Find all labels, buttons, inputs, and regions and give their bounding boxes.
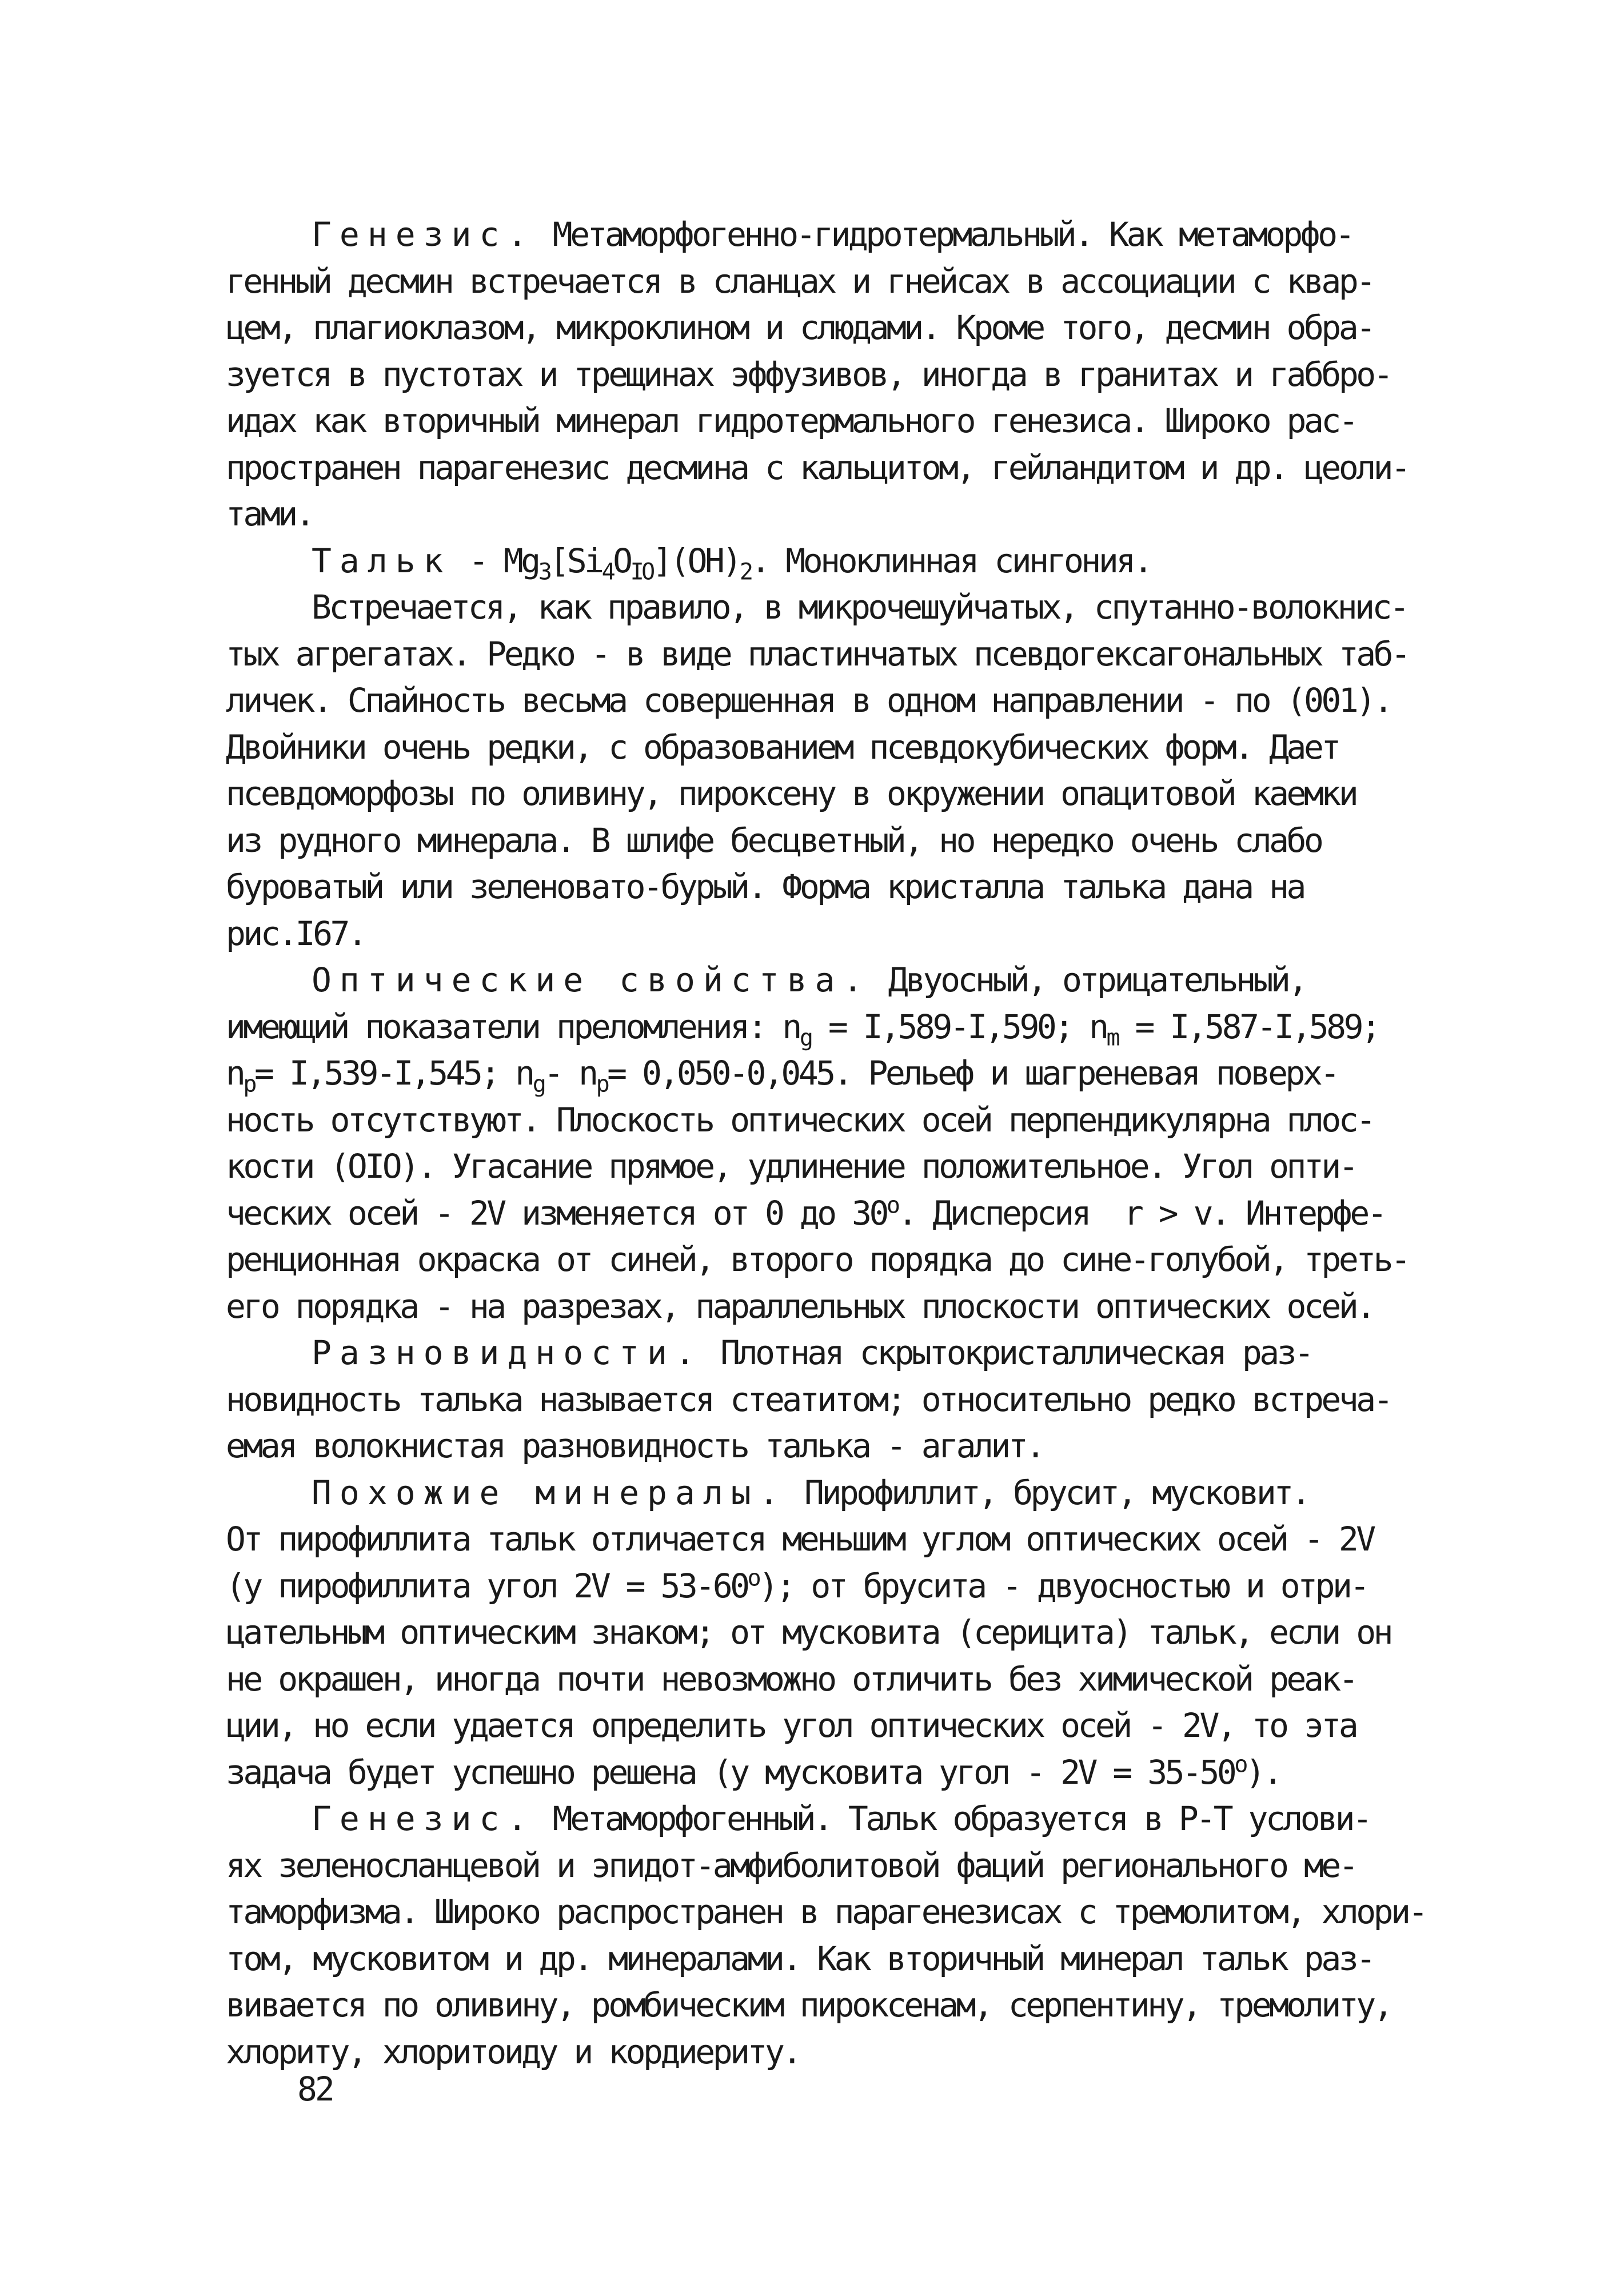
optics-line-6 <box>226 1190 1449 1237</box>
optics-line-3 <box>226 1050 1449 1097</box>
text-line: рис.I67. <box>226 914 365 953</box>
text-line: Двойники очень редки, с образованием псевдокубических форм. Дает <box>226 727 1339 767</box>
varieties-heading: Разновидности. <box>312 1333 703 1372</box>
text-part: . Дисперсия r > v. Интерфе- <box>897 1193 1385 1233</box>
text-part: - n <box>544 1054 596 1093</box>
text-line: псевдоморфозы по оливину, пироксену в окружении опацитовой каемки <box>226 774 1356 813</box>
formula-subscript: IO <box>630 559 653 585</box>
page-body <box>226 212 1449 2075</box>
text-line: генный десмин встречается в сланцах и гнейсах в ассоциации с квар- <box>226 261 1374 301</box>
text-part: имеющий показатели преломления: n <box>226 1007 800 1046</box>
text-line: хлориту, хлоритоиду и кордиериту. <box>226 2032 800 2071</box>
subscript: p <box>596 1071 608 1098</box>
text-part: = I,539-I,545; n <box>254 1054 533 1093</box>
text-line: личек. Спайность весьма совершенная в одном направлении - по (001). <box>226 681 1391 720</box>
text-part: ческих осей - 2V изменяется от 0 до 30 <box>226 1193 887 1233</box>
similar-line-7 <box>226 1749 1449 1796</box>
text-line: Плотная скрытокристаллическая раз- <box>703 1333 1312 1372</box>
dash: - <box>451 541 504 580</box>
degree-superscript: o <box>747 1565 759 1592</box>
text-part: = I,587-I,589; <box>1118 1007 1379 1046</box>
text-part: = I,589-I,590; n <box>811 1007 1107 1046</box>
text-line: буроватый или зеленовато-бурый. Форма кристалла талька дана на <box>226 867 1304 906</box>
mineral-name: Тальк <box>312 541 452 580</box>
formula-part: [Si <box>549 541 602 580</box>
text-line: ность отсутствуют. Плоскость оптических осей перпендикулярна плос- <box>226 1100 1374 1139</box>
genesis1-line-1 <box>226 212 1449 258</box>
subscript: g <box>799 1025 811 1051</box>
similar-line-1 <box>226 1470 1449 1517</box>
text-line: таморфизма. Широко распространен в парагенезисах с тремолитом, хлори- <box>226 1892 1426 1931</box>
subscript: m <box>1106 1025 1118 1051</box>
formula-part: Mg <box>503 541 538 580</box>
optics-line-1 <box>226 957 1449 1004</box>
text-part: задача будет успешно решена (у мусковита угол - 2V = 35-50 <box>226 1752 1235 1792</box>
text-part: (у пирофиллита угол 2V = 53-60 <box>226 1566 748 1605</box>
text-line: ренционная окраска от синей, второго порядка до сине-голубой, треть- <box>226 1240 1408 1279</box>
formula-subscript: 4 <box>601 559 613 585</box>
genesis2-heading: Генезис. <box>312 1799 536 1838</box>
optics-line-2 <box>226 1004 1449 1051</box>
text-line: новидность талька называется стеатитом; относительно редко встреча- <box>226 1380 1391 1419</box>
text-line: том, мусковитом и др. минералами. Как вторичный минерал тальк раз- <box>226 1939 1374 1978</box>
degree-superscript: o <box>1234 1751 1246 1778</box>
text-line: кости (OIO). Угасание прямое, удлинение положительное. Угол опти- <box>226 1147 1356 1186</box>
text-line: Метаморфогенный. Тальк образуется в P-T услови- <box>535 1799 1370 1838</box>
formula-part: O <box>613 541 631 580</box>
text-line: ции, но если удается определить угол оптических осей - 2V, то эта <box>226 1706 1356 1745</box>
text-line: тых агрегатах. Редко - в виде пластинчатых псевдогексагональных таб- <box>226 634 1408 673</box>
text-line: зуется в пустотах и трещинах эффузивов, иногда в гранитах и габбро- <box>226 354 1391 394</box>
text-line: не окрашен, иногда почти невозможно отличить без химической реак- <box>226 1659 1356 1699</box>
text-line: пространен парагенезис десмина с кальцитом, гейландитом и др. цеоли- <box>226 448 1408 487</box>
text-line: Метаморфогенно-гидротермальный. Как метаморфо- <box>535 215 1353 254</box>
genesis2-line-1 <box>226 1796 1449 1843</box>
subscript: g <box>532 1071 544 1098</box>
page-number: 82 <box>297 2070 333 2108</box>
formula-subscript: 3 <box>538 559 550 585</box>
text-line: Двуосный, отрицательный, <box>871 960 1306 999</box>
text-line: От пирофиллита тальк отличается меньшим углом оптических осей - 2V <box>226 1520 1374 1558</box>
text-line: его порядка - на разрезах, параллельных плоскости оптических осей. <box>226 1286 1374 1326</box>
optics-heading: Оптические свойства. <box>312 960 871 999</box>
similar-heading: Похожие минералы. <box>312 1473 787 1512</box>
text-line: Встречается, как правило, в микрочешуйчатых, спутанно-волокнис- <box>312 588 1407 627</box>
text-line: емая волокнистая разновидность талька - агалит. <box>226 1426 1043 1465</box>
subscript: p <box>243 1071 255 1098</box>
text-line: идах как вторичный минерал гидротермального генезиса. Широко рас- <box>226 401 1356 440</box>
genesis1-heading: Генезис. <box>312 215 536 254</box>
text-line: цательным оптическим знаком; от мусковита (серицита) тальк, если он <box>226 1613 1391 1652</box>
text-line: ях зеленосланцевой и эпидот-амфиболитовой фаций регионального ме- <box>226 1845 1356 1885</box>
text-line: Пирофиллит, брусит, мусковит. <box>787 1473 1309 1512</box>
text-line: тами. <box>226 495 313 533</box>
varieties-line-1 <box>226 1330 1449 1377</box>
text-part: = 0,050-0,045. Рельеф и шагреневая поверх- <box>607 1054 1338 1093</box>
text-line: цем, плагиоклазом, микроклином и слюдами. Кроме того, десмин обра- <box>226 308 1374 347</box>
text-part: ); от брусита - двуосностью и отри- <box>759 1566 1367 1605</box>
formula-part: ](OH) <box>652 541 740 580</box>
text-part: n <box>226 1054 244 1093</box>
text-line: . Моноклинная сингония. <box>751 541 1151 580</box>
degree-superscript: o <box>886 1192 898 1219</box>
talc-formula-line <box>226 538 1449 585</box>
similar-line-3 <box>226 1563 1449 1610</box>
text-part: ). <box>1245 1752 1280 1792</box>
text-line: вивается по оливину, ромбическим пироксенам, серпентину, тремолиту, <box>226 1986 1391 2024</box>
text-line: из рудного минерала. В шлифе бесцветный, но нередко очень слабо <box>226 820 1322 860</box>
formula-subscript: 2 <box>739 559 751 585</box>
